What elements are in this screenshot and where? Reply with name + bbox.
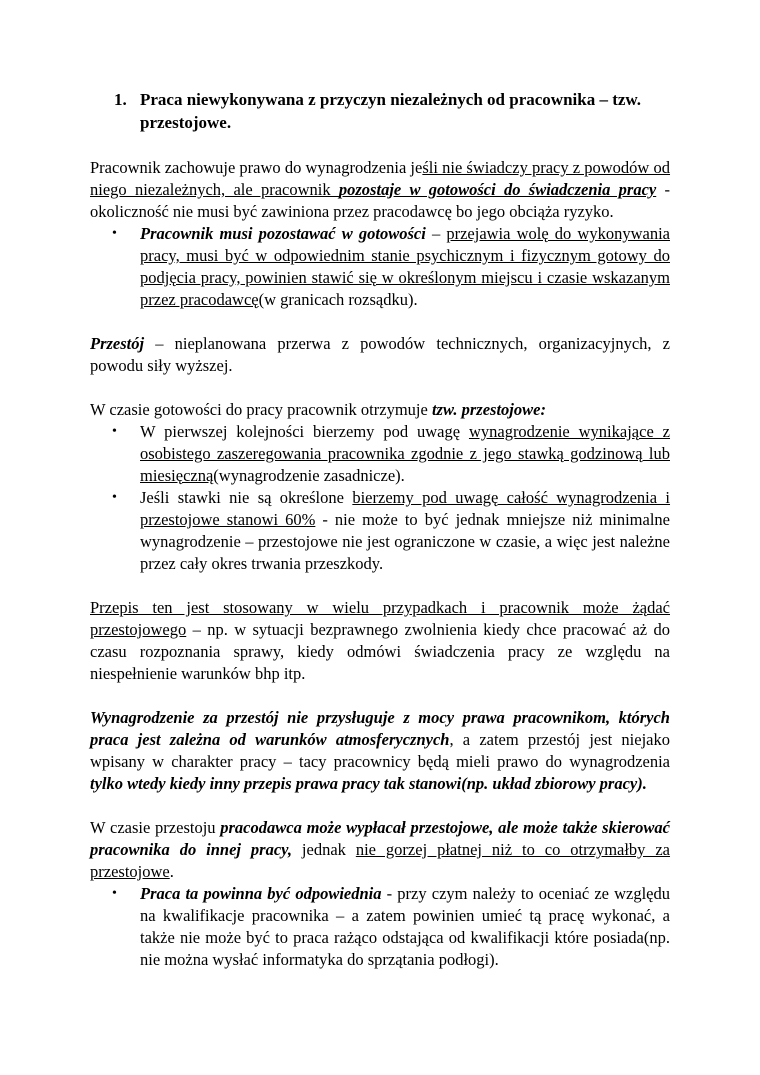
bullet-icon: • (112, 226, 117, 241)
bullet-icon: • (112, 490, 117, 505)
p3-text-2: tzw. przestojowe: (431, 400, 546, 419)
b4-text-1: Praca ta powinna być odpowiednia (140, 884, 382, 903)
b2-text-3: (wynagrodzenie zasadnicze). (213, 466, 405, 485)
paragraph-downtime-pay (90, 399, 670, 421)
list-item (90, 421, 670, 487)
b1-text-3: przejawia wolę do wykonywania pracy, musi być w odpowiednim stanie psychicznym i fizycznym gotowy do podjęcia pracy, powinien stawić się w określonym miejscu i czasie wskazanym przez pracodawcę (140, 224, 670, 309)
p1-text-3: pozostaje w gotowości do świadczenia pracy (338, 180, 657, 199)
list-item (90, 223, 670, 311)
list-other-work (90, 883, 670, 971)
heading-text: Praca niewykonywana z przyczyn niezależnych od pracownika – tzw. przestojowe. (140, 90, 641, 132)
b3-text-2: bierzemy pod uwagę całość wynagrodzenia i przestojowe stanowi 60% (140, 488, 671, 529)
b1-text-4: (w granicach rozsądku). (258, 290, 418, 309)
b1-text-1: Pracownik musi pozostawać w gotowości (140, 224, 426, 243)
p1-text-1: Pracownik zachowuje prawo do wynagrodzenia je (90, 158, 423, 177)
b2-text-2: wynagrodzenie wynikające z osobistego zaszeregowania pracownika zgodnie z jego stawką godzinową lub miesięczną (140, 422, 671, 485)
section-heading (114, 88, 670, 134)
bullet-icon: • (112, 424, 117, 439)
list-readiness (90, 223, 670, 311)
bullet-icon: • (112, 886, 117, 901)
document-page (90, 88, 670, 971)
list-downtime-pay (90, 421, 670, 575)
p2-text-1: Przestój (90, 334, 145, 353)
p5-text-2: , a zatem przestój jest niejako wpisany w charakter pracy – tacy pracownicy będą mieli prawo do wynagrodzenia (90, 730, 670, 771)
p6-text-2: pracodawca może wypłacał przestojowe, ale może także skierować pracownika do innej pracy, (90, 818, 670, 859)
p3-text-1: W czasie gotowości do pracy pracownik otrzymuje (90, 400, 432, 419)
b4-text-2: - przy czym należy to oceniać ze względu na kwalifikacje pracownika – a zatem powinien umieć tą pracę wykonać, a także nie może być to praca rażąco odstająca od kwalifikacji które posiada(np. nie można wysłać informatyka do sprzątania podłogi). (140, 884, 671, 969)
p5-text-1: Wynagrodzenie za przestój nie przysługuje z mocy prawa pracownikom, których praca jest zależna od warunków atmosferycznych (90, 708, 670, 749)
paragraph-downtime-definition (90, 333, 670, 377)
list-item (90, 487, 670, 575)
b3-text-3: - nie może to być jednak mniejsze niż minimalne wynagrodzenie – przestojowe nie jest ograniczone w czasie, a więc jest należne przez cały okres trwania przeszkody. (140, 510, 670, 573)
p6-text-5: . (169, 862, 174, 881)
p1-text-4: - okoliczność nie musi być zawiniona przez pracodawcę bo jego obciąża ryzyko. (90, 180, 670, 221)
paragraph-readiness (90, 157, 670, 223)
p6-text-3: jednak (291, 840, 356, 859)
paragraph-other-work (90, 817, 670, 883)
p6-text-4: nie gorzej płatnej niż to co otrzymałby za przestojowe (90, 840, 671, 881)
p2-text-2: – nieplanowana przerwa z powodów technicznych, organizacyjnych, z powodu siły wyższej. (90, 334, 670, 375)
p5-text-3: tylko wtedy kiedy inny przepis prawa pracy tak stanowi(np. układ zbiorowy pracy). (90, 774, 647, 793)
p4-text-2: – np. w sytuacji bezprawnego zwolnienia kiedy chce pracować aż do czasu rozpoznania sprawy, kiedy odmówi świadczenia pracy ze względu na niespełnienie warunków bhp itp. (90, 620, 670, 683)
b2-text-1: W pierwszej kolejności bierzemy pod uwagę (140, 422, 469, 441)
list-item (90, 883, 670, 971)
p1-text-2: śli nie świadczy pracy z powodów od niego niezależnych, ale pracownik (90, 158, 671, 199)
paragraph-regulation-use (90, 597, 670, 685)
b1-text-2: – (425, 224, 447, 243)
b3-text-1: Jeśli stawki nie są określone (140, 488, 353, 507)
p4-text-1: Przepis ten jest stosowany w wielu przypadkach i pracownik może żądać przestojowego (90, 598, 670, 639)
p6-text-1: W czasie przestoju (90, 818, 221, 837)
paragraph-weather-exception (90, 707, 670, 795)
heading-number: 1. (114, 90, 127, 109)
